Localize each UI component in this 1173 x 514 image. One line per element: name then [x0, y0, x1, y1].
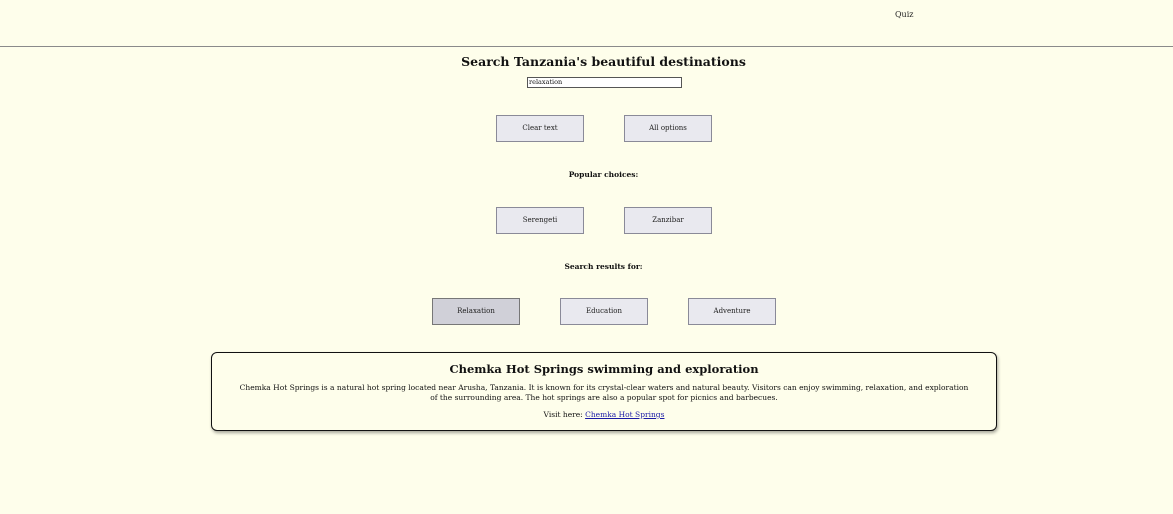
result-card-title: Chemka Hot Springs swimming and exploration: [449, 362, 759, 376]
category-education-button[interactable]: Education: [560, 298, 648, 325]
category-adventure-button[interactable]: Adventure: [688, 298, 776, 325]
all-options-button[interactable]: All options: [624, 115, 712, 142]
search-input[interactable]: [527, 77, 682, 88]
popular-choices-label: Popular choices:: [568, 170, 639, 179]
popular-zanzibar-button[interactable]: Zanzibar: [624, 207, 712, 234]
result-card: [211, 352, 997, 431]
top-nav-bar: [0, 0, 1173, 47]
result-card-description: Chemka Hot Springs is a natural hot spring located near Arusha, Tanzania. It is known for its crystal-clear waters and natural beauty. Visitors can enjoy swimming, relaxation, and exploration of the surrounding area. The hot springs are also a popular spot for picnics and barbecues.: [239, 383, 969, 402]
visit-prefix: Visit here:: [543, 410, 583, 419]
result-card-visit: [212, 410, 996, 419]
search-results-label: Search results for:: [564, 262, 643, 271]
page-title: Search Tanzania's beautiful destinations: [461, 54, 746, 69]
popular-serengeti-button[interactable]: Serengeti: [496, 207, 584, 234]
category-relaxation-button[interactable]: Relaxation: [432, 298, 520, 325]
quiz-link[interactable]: Quiz: [895, 10, 914, 19]
clear-text-button[interactable]: Clear text: [496, 115, 584, 142]
chemka-hot-springs-link[interactable]: Chemka Hot Springs: [585, 410, 665, 419]
